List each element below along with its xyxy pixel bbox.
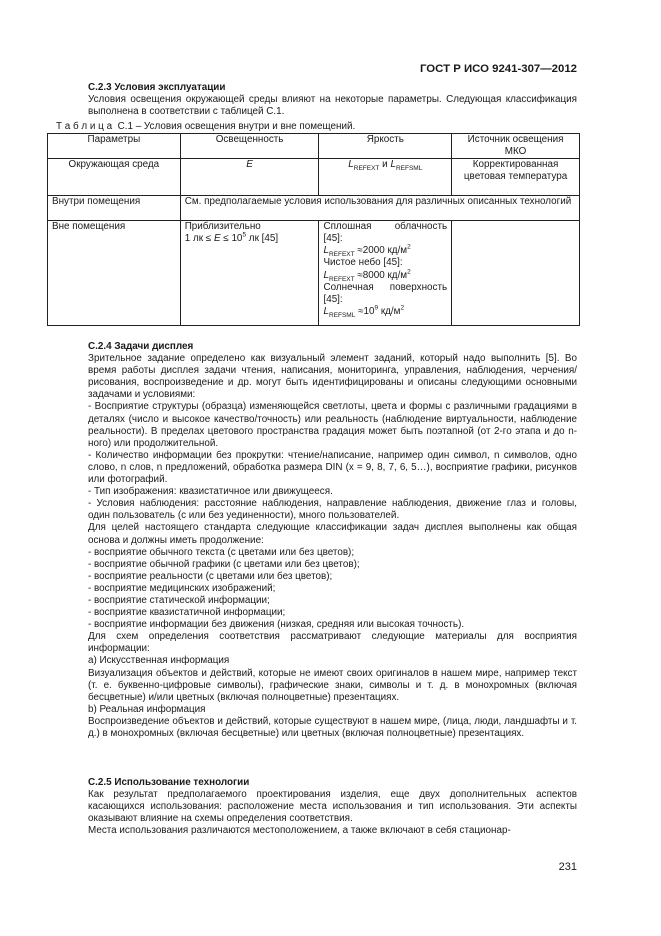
table-header-source: Источник освещения МКО: [452, 134, 580, 159]
section-c23-text: Условия освещения окружающей среды влияют на некоторые параметры. Следующая классификация выполнена в соответствии с таблицей С.1.: [88, 94, 577, 118]
table-cell-lref: $L_{REFEXT}$ и $L_{REFSML}$: [319, 159, 452, 196]
section-c24-p1: Зрительное задание определено как визуальный элемент заданий, который надо выполнить [5]. Во время работы дисплея задачи чтения, написания, мониторинга, управления, наблюдения, черчения/рисования, воспроизведение и др. могут быть идентифицированы и описаны следующими основными задачами и условиями:: [88, 353, 577, 401]
lighting-table: [47, 133, 580, 326]
section-c24-b4: - Условия наблюдения: расстояние наблюдения, направление наблюдения, движение глаз и головы, один пользователь (с или без уединенности), много пользователей.: [88, 498, 577, 522]
section-c24-b1: - Восприятие структуры (образца) изменяющейся светлоты, цвета и формы с различными градациями в деталях (число и высокое качество/точность) или реальность (наблюдение виртуальности, наблюдение реальности). В пределах цветового пространства градация может быть поэтапной (от 2-го этапа и до n-ного) или продолжительной.: [88, 401, 577, 449]
table-cell-indoor: Внутри помещения: [48, 196, 181, 221]
table-header-params: Параметры: [48, 134, 181, 159]
section-c23-paragraph: [88, 94, 577, 118]
list-item: - восприятие медицинских изображений;: [88, 582, 276, 594]
section-c24-b2: - Количество информации без прокрутки: чтение/написание, например один символ, n символов, одно слово, n слов, n предложений, обработка размера DIN (x = 9, 8, 7, 6, 5…), восприятие графики, рисунков или фотографий.: [88, 449, 577, 486]
section-c25-p2: Места использования различаются местоположением, а также включают в себя стационар-: [88, 825, 511, 837]
table-cell-outdoor-illuminance: Приблизительно 1 лк ≤ $E \le 10^5$ лк [45]: [180, 221, 319, 326]
section-c24-p2: Для целей настоящего стандарта следующие классификации задач дисплея выполнены как общая основа и должны иметь продолжение:: [88, 522, 577, 546]
section-c23: [88, 82, 577, 118]
list-item: - восприятие обычной графики (с цветами или без цветов);: [88, 558, 360, 570]
section-c23-title: С.2.3 Условия эксплуатации: [88, 82, 226, 93]
table-cell-outdoor-luminance: Сплошная облачность [45]: $L_{REFEXT} \approx 2000$ $кд/м^2$ Чистое небо [45]: $L_{REFEXT} \approx 8000$ $кд/м^2$ Солнечная поверхность [45]: $L_{REFSML} \approx 10^9$ $кд/м^2$: [319, 221, 452, 326]
list-item: - восприятие информации без движения (низкая, средняя или высокая точность).: [88, 619, 465, 631]
section-c24-a-text: Визуализация объектов и действий, которые не имеют своих оригиналов в нашем мире, например текст (т. е. буквенно-цифровые символы), графические знаки, символы и т. д. в монохромных (включая бесцветные) и/или цветных (включая полноцветные) презентациях.: [88, 667, 577, 703]
table-cell-e: E: [180, 159, 319, 196]
table-cell-environment: Окружающая среда: [48, 159, 181, 196]
table-caption: [56, 121, 355, 133]
table-caption-prefix: Т а б л и ц а: [56, 121, 113, 132]
list-item: - восприятие статической информации;: [88, 594, 270, 606]
section-c24: [88, 341, 577, 740]
section-c24-b-title: b) Реальная информация: [88, 703, 206, 715]
section-c24-title: С.2.4 Задачи дисплея: [88, 341, 194, 352]
table-cell-outdoor: Вне помещения: [48, 221, 181, 326]
section-c24-b-text: Воспроизведение объектов и действий, которые существуют в нашем мире, (лица, люди, ландшафты и т. д.) в монохромных (включая бесцветные) или цветных (включая полноцветные) презентациях.: [88, 715, 577, 739]
table-cell-outdoor-source: [452, 221, 580, 326]
list-item: - восприятие квазистатичной информации;: [88, 607, 286, 619]
table-header-luminance: Яркость: [319, 134, 452, 159]
table-cell-indoor-desc: См. предполагаемые условия использования для различных описанных технологий: [180, 196, 579, 221]
section-c25-p1: Как результат предполагаемого проектирования изделия, еще двух дополнительных аспектов касающихся использования: расположение места использования и тип использования. Эти аспекты оказывают влияние на схемы определения соответствия.: [88, 789, 577, 825]
table-caption-text: С.1 – Условия освещения внутри и вне помещений.: [117, 121, 356, 132]
section-c24-p3: Для схем определения соответствия рассматривают следующие материалы для восприятия информации:: [88, 631, 577, 655]
section-c25: [88, 777, 577, 837]
section-c24-a-title: a) Искусственная информация: [88, 655, 230, 667]
table-cell-cct: Корректированная цветовая температура: [452, 159, 580, 196]
list-item: - восприятие обычного текста (с цветами или без цветов);: [88, 546, 355, 558]
page-number: 231: [558, 861, 577, 873]
section-c24-b3: - Тип изображения: квазистатичное или движущееся.: [88, 486, 333, 498]
list-item: - восприятие реальности (с цветами или без цветов);: [88, 570, 333, 582]
table-header-illuminance: Освещенность: [180, 134, 319, 159]
document-header: ГОСТ Р ИСО 9241-307—2012: [419, 63, 577, 75]
section-c25-title: С.2.5 Использование технологии: [88, 777, 250, 788]
